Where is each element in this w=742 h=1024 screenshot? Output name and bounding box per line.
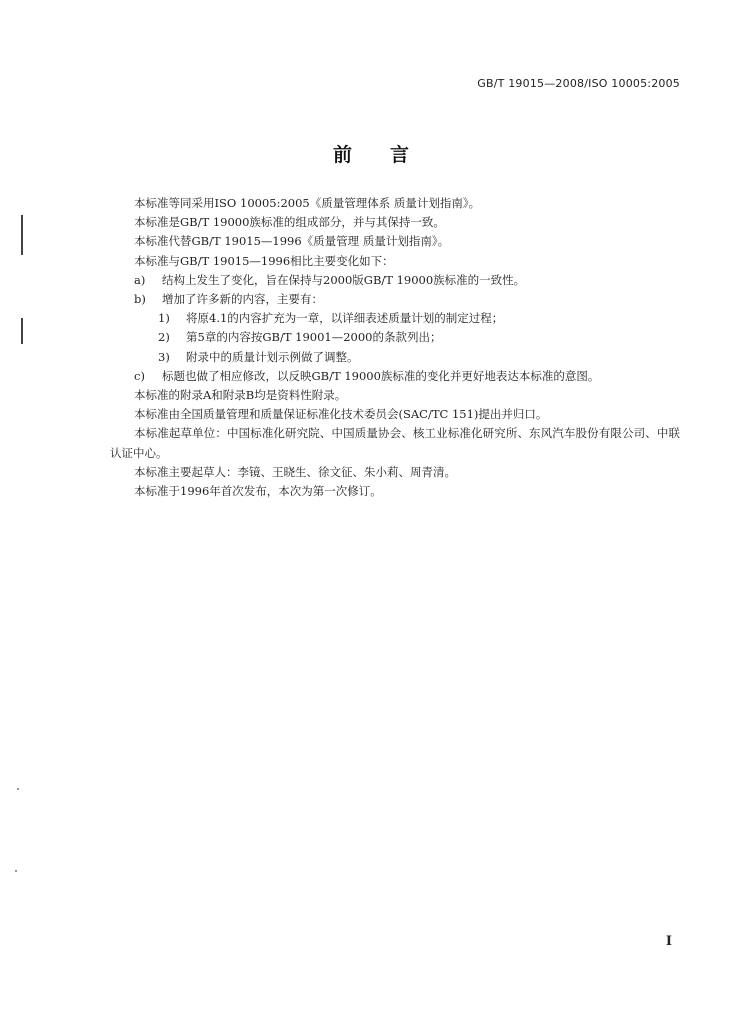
list-marker: 3) xyxy=(158,349,170,364)
list-text: 增加了许多新的内容，主要有： xyxy=(162,292,323,307)
list-item xyxy=(110,367,680,386)
scan-margin-mark xyxy=(21,318,23,344)
list-marker: 2) xyxy=(158,330,170,345)
sub-list-item xyxy=(110,328,680,347)
paragraph: 本标准代替GB/T 19015—1996《质量管理 质量计划指南》。 xyxy=(134,234,450,249)
sub-list-item xyxy=(110,348,680,367)
list-text: 第5章的内容按GB/T 19001—2000的条款列出； xyxy=(186,330,442,345)
list-item xyxy=(110,271,680,290)
list-item xyxy=(110,290,680,309)
sub-list-item xyxy=(110,309,680,328)
list-text: 标题也做了相应修改，以反映GB/T 19000族标准的变化并更好地表达本标准的意图。 xyxy=(162,368,600,383)
page-title: 前言 xyxy=(332,144,447,166)
scan-margin-mark xyxy=(21,215,23,255)
paragraph: 本标准是GB/T 19000族标准的组成部分，并与其保持一致。 xyxy=(134,215,445,230)
standard-code: GB/T 19015—2008/ISO 10005:2005 xyxy=(477,77,680,90)
scan-speck xyxy=(17,788,19,790)
paragraph: 本标准由全国质量管理和质量保证标准化技术委员会(SAC/TC 151)提出并归口。 xyxy=(134,407,548,422)
scan-speck xyxy=(15,870,17,872)
list-marker: b) xyxy=(134,292,146,307)
paragraph: 本标准主要起草人：李镜、王晓生、徐文征、朱小莉、周青清。 xyxy=(134,464,456,479)
list-text: 将原4.1的内容扩充为一章，以详细表述质量计划的制定过程； xyxy=(186,311,504,326)
paragraph: 本标准等同采用ISO 10005:2005《质量管理体系 质量计划指南》。 xyxy=(134,196,481,210)
list-text: 结构上发生了变化，旨在保持与2000版GB/T 19000族标准的一致性。 xyxy=(162,272,526,287)
list-text: 附录中的质量计划示例做了调整。 xyxy=(186,349,359,364)
foreword-body xyxy=(110,194,680,501)
list-marker: c) xyxy=(134,368,145,383)
page-number: I xyxy=(665,934,672,949)
paragraph: 本标准于1996年首次发布，本次为第一次修订。 xyxy=(134,484,382,499)
paragraph: 本标准的附录A和附录B均是资料性附录。 xyxy=(134,388,347,403)
paragraph: 本标准起草单位：中国标准化研究院、中国质量协会、核工业标准化研究所、东风汽车股份有限公司、中联认证中心。 xyxy=(110,426,680,460)
list-marker: 1) xyxy=(158,311,170,326)
paragraph: 本标准与GB/T 19015—1996相比主要变化如下： xyxy=(134,253,394,268)
list-marker: a) xyxy=(134,272,146,287)
